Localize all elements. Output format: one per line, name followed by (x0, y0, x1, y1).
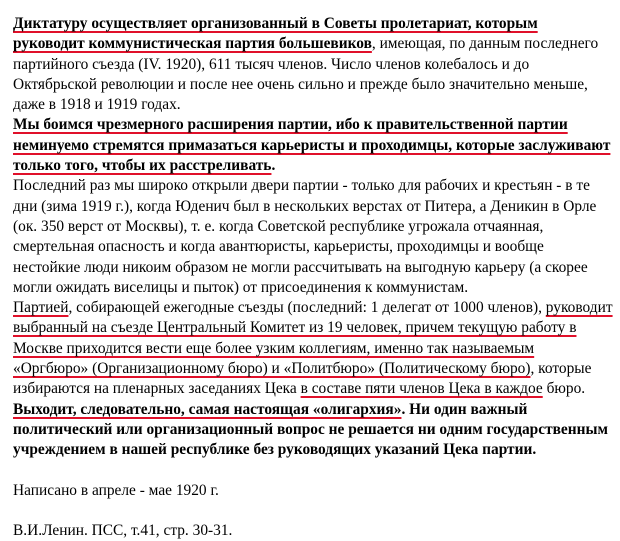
paragraph-party-expansion (13, 115, 613, 176)
underlined-text: Партией (13, 299, 69, 317)
spacer (13, 461, 613, 481)
document-text (13, 14, 613, 541)
bold-text: . (271, 157, 276, 175)
written-date: Написано в апреле - мае 1920 г. (13, 481, 219, 499)
body-text: , собирающей ежегодные съезды (последний: 1 делегат от 1000 членов), (68, 299, 546, 317)
paragraph-dictatorship (13, 14, 613, 115)
spacer (13, 501, 613, 521)
bold-text: . Ни один важный политический или организационный вопрос не решается ни одним государственным учреждением в нашей республике без руководящих указаний Цека партии. (13, 400, 609, 459)
highlighted-text: Выходит, следовательно, самая настоящая «олигархия» (13, 400, 402, 418)
underlined-text: в составе пяти членов Цека в каждое (300, 380, 543, 398)
underlined-text: руководит выбранный на съезде Центральный Комитет из 19 человек, причем текущую работу в Москве приходится вести еще более узким коллегиям, именно так называемым «Оргбюро» (Организационному бюро) и «Политбюро» (Политическому бюро) (13, 299, 613, 378)
paragraph-last-opening (13, 176, 613, 298)
body-text: Последний раз мы широко открыли двери партии - только для рабочих и крестьян - в те дни (зима 1919 г.), когда Юденич был в нескольких верстах от Питера, а Деникин в Орле (ок. 350 верст от Москвы), т. е. когда Советской республике угрожала отчаянная, смертельная опасность и когда авантюристы, карьеристы, проходимцы и вообще нестойкие люди никоим образом не могли рассчитывать на выгодную карьеру (а скорее могли ожидать виселицы и пыток) от присоединения к коммунистам. (13, 177, 597, 296)
body-text: бюро. (542, 380, 586, 398)
highlighted-text: Мы боимся чрезмерного расширения партии, ибо к правительственной партии неминуемо стремятся примазаться карьеристы и проходимцы, которые заслуживают только того, чтобы их расстреливать (13, 116, 611, 175)
highlighted-text: Диктатуру осуществляет организованный в Советы пролетариат, которым руководит коммунистическая партия большевиков (13, 15, 538, 53)
paragraph-central-committee (13, 298, 613, 460)
body-text: , которые избираются на пленарных заседаниях Цека (13, 360, 592, 398)
body-text: , имеющая, по данным последнего партийного съезда (IV. 1920), 611 тысяч членов. Число членов колебалось и до Октябрьской революции и после нее очень сильно и прежде было значительно меньше, даже в 1918 и 1919 годах. (13, 35, 599, 114)
source-citation: В.И.Ленин. ПСС, т.41, стр. 30-31. (13, 521, 233, 539)
